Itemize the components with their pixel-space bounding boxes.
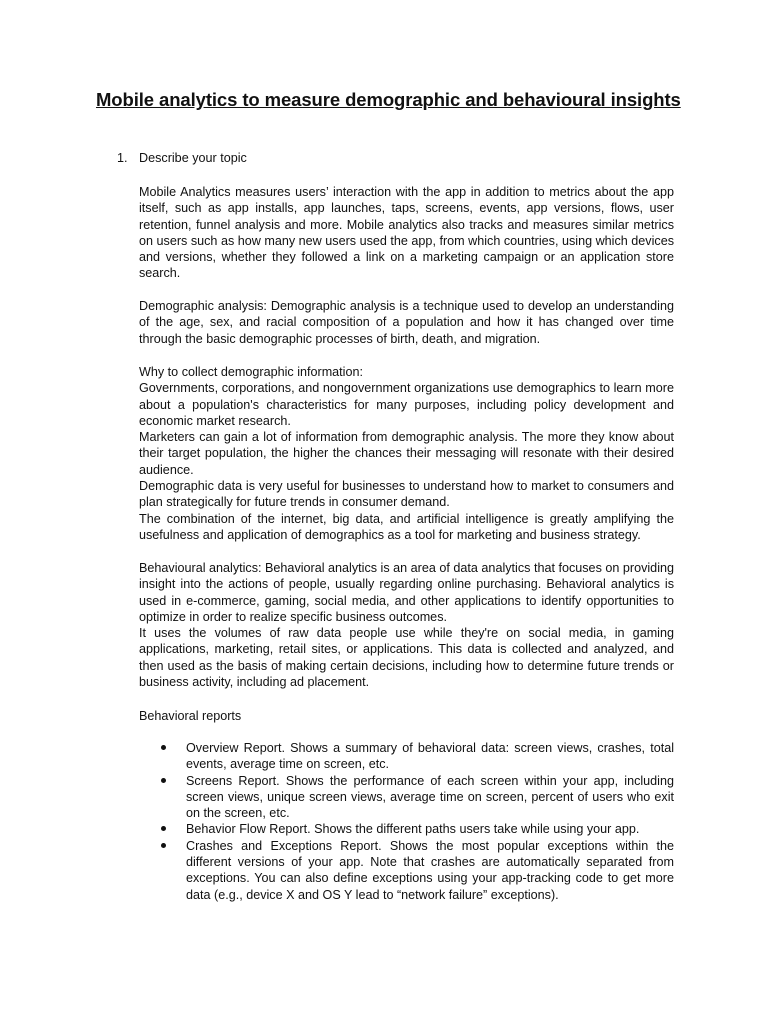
intro-paragraph [139,184,674,282]
section-number: 1. [117,151,128,165]
why-point-3: Demographic data is very useful for businesses to understand how to market to consumers and plan strategically for future trends in consumer demand. [139,479,674,510]
behavioural-text: Behavioural analytics: Behavioral analytics is an area of data analytics that focuses on providing insight into the actions of people, usually regarding online purchasing. Behavioral analytics is used in e-commerce, gaming, social media, and other applications to identify opportunities to optimize in order to realize specific business outcomes. [139,561,674,624]
demographic-paragraph [139,298,674,347]
list-item [186,821,674,837]
why-heading: Why to collect demographic information: [139,365,363,379]
list-item [186,740,674,773]
bullet-icon [161,826,166,831]
document-title: Mobile analytics to measure demographic and behavioural insights [96,89,681,110]
reports-list [186,740,674,903]
bullet-icon [161,778,166,783]
demographic-text: Demographic analysis: Demographic analysis is a technique used to develop an understanding of the age, sex, and racial composition of a population and how it has changed over time through the basic demographic processes of birth, death, and migration. [139,299,674,346]
behavioural-text-2: It uses the volumes of raw data people use while they're on social media, in gaming applications, marketing, retail sites, or applications. This data is collected and analyzed, and then used as the basis of making certain decisions, including how to determine future trends or business activity, including ad placement. [139,626,674,690]
why-point-1: Governments, corporations, and nongovernment organizations use demographics to learn more about a population's characteristics for many purposes, including policy development and economic market research. [139,381,674,428]
bullet-icon [161,843,166,848]
reports-heading: Behavioral reports [139,709,242,723]
why-point-4: The combination of the internet, big data, and artificial intelligence is greatly amplifying the usefulness and application of demographics as a tool for marketing and business strategy. [139,511,674,542]
why-point-2: Marketers can gain a lot of information from demographic analysis. The more they know about their target population, the higher the chances their messaging will resonate with their desired audience. [139,430,674,477]
report-crashes: Crashes and Exceptions Report. Shows the most popular exceptions within the different versions of your app. Note that crashes are automatically separated from exceptions. You can also define exceptions using your app-tracking code to get more data (e.g., device X and OS Y lead to “network failure” exceptions). [186,838,674,902]
bullet-icon [161,745,166,750]
why-collect-section [139,364,674,543]
intro-text: Mobile Analytics measures users’ interaction with the app in addition to metrics about the app itself, such as app installs, app launches, taps, screens, events, app versions, flows, user retention, funnel analysis and more. Mobile analytics also tracks and measures similar metrics on users such as how many new users used the app, from which countries, using which devices and versions, whether they followed a link on a marketing campaign or an application store search. [139,185,674,281]
report-screens: Screens Report. Shows the performance of each screen within your app, including screen views, unique screen views, average time on screen, percent of users who exit on the screen, etc. [186,773,674,821]
behavioural-section [139,560,674,690]
report-behavior-flow: Behavior Flow Report. Shows the different paths users take while using your app. [186,822,640,837]
list-item [186,773,674,822]
list-item [186,838,674,903]
report-overview: Overview Report. Shows a summary of behavioral data: screen views, crashes, total events, average time on screen, etc. [186,741,674,772]
section-heading: Describe your topic [139,151,247,165]
